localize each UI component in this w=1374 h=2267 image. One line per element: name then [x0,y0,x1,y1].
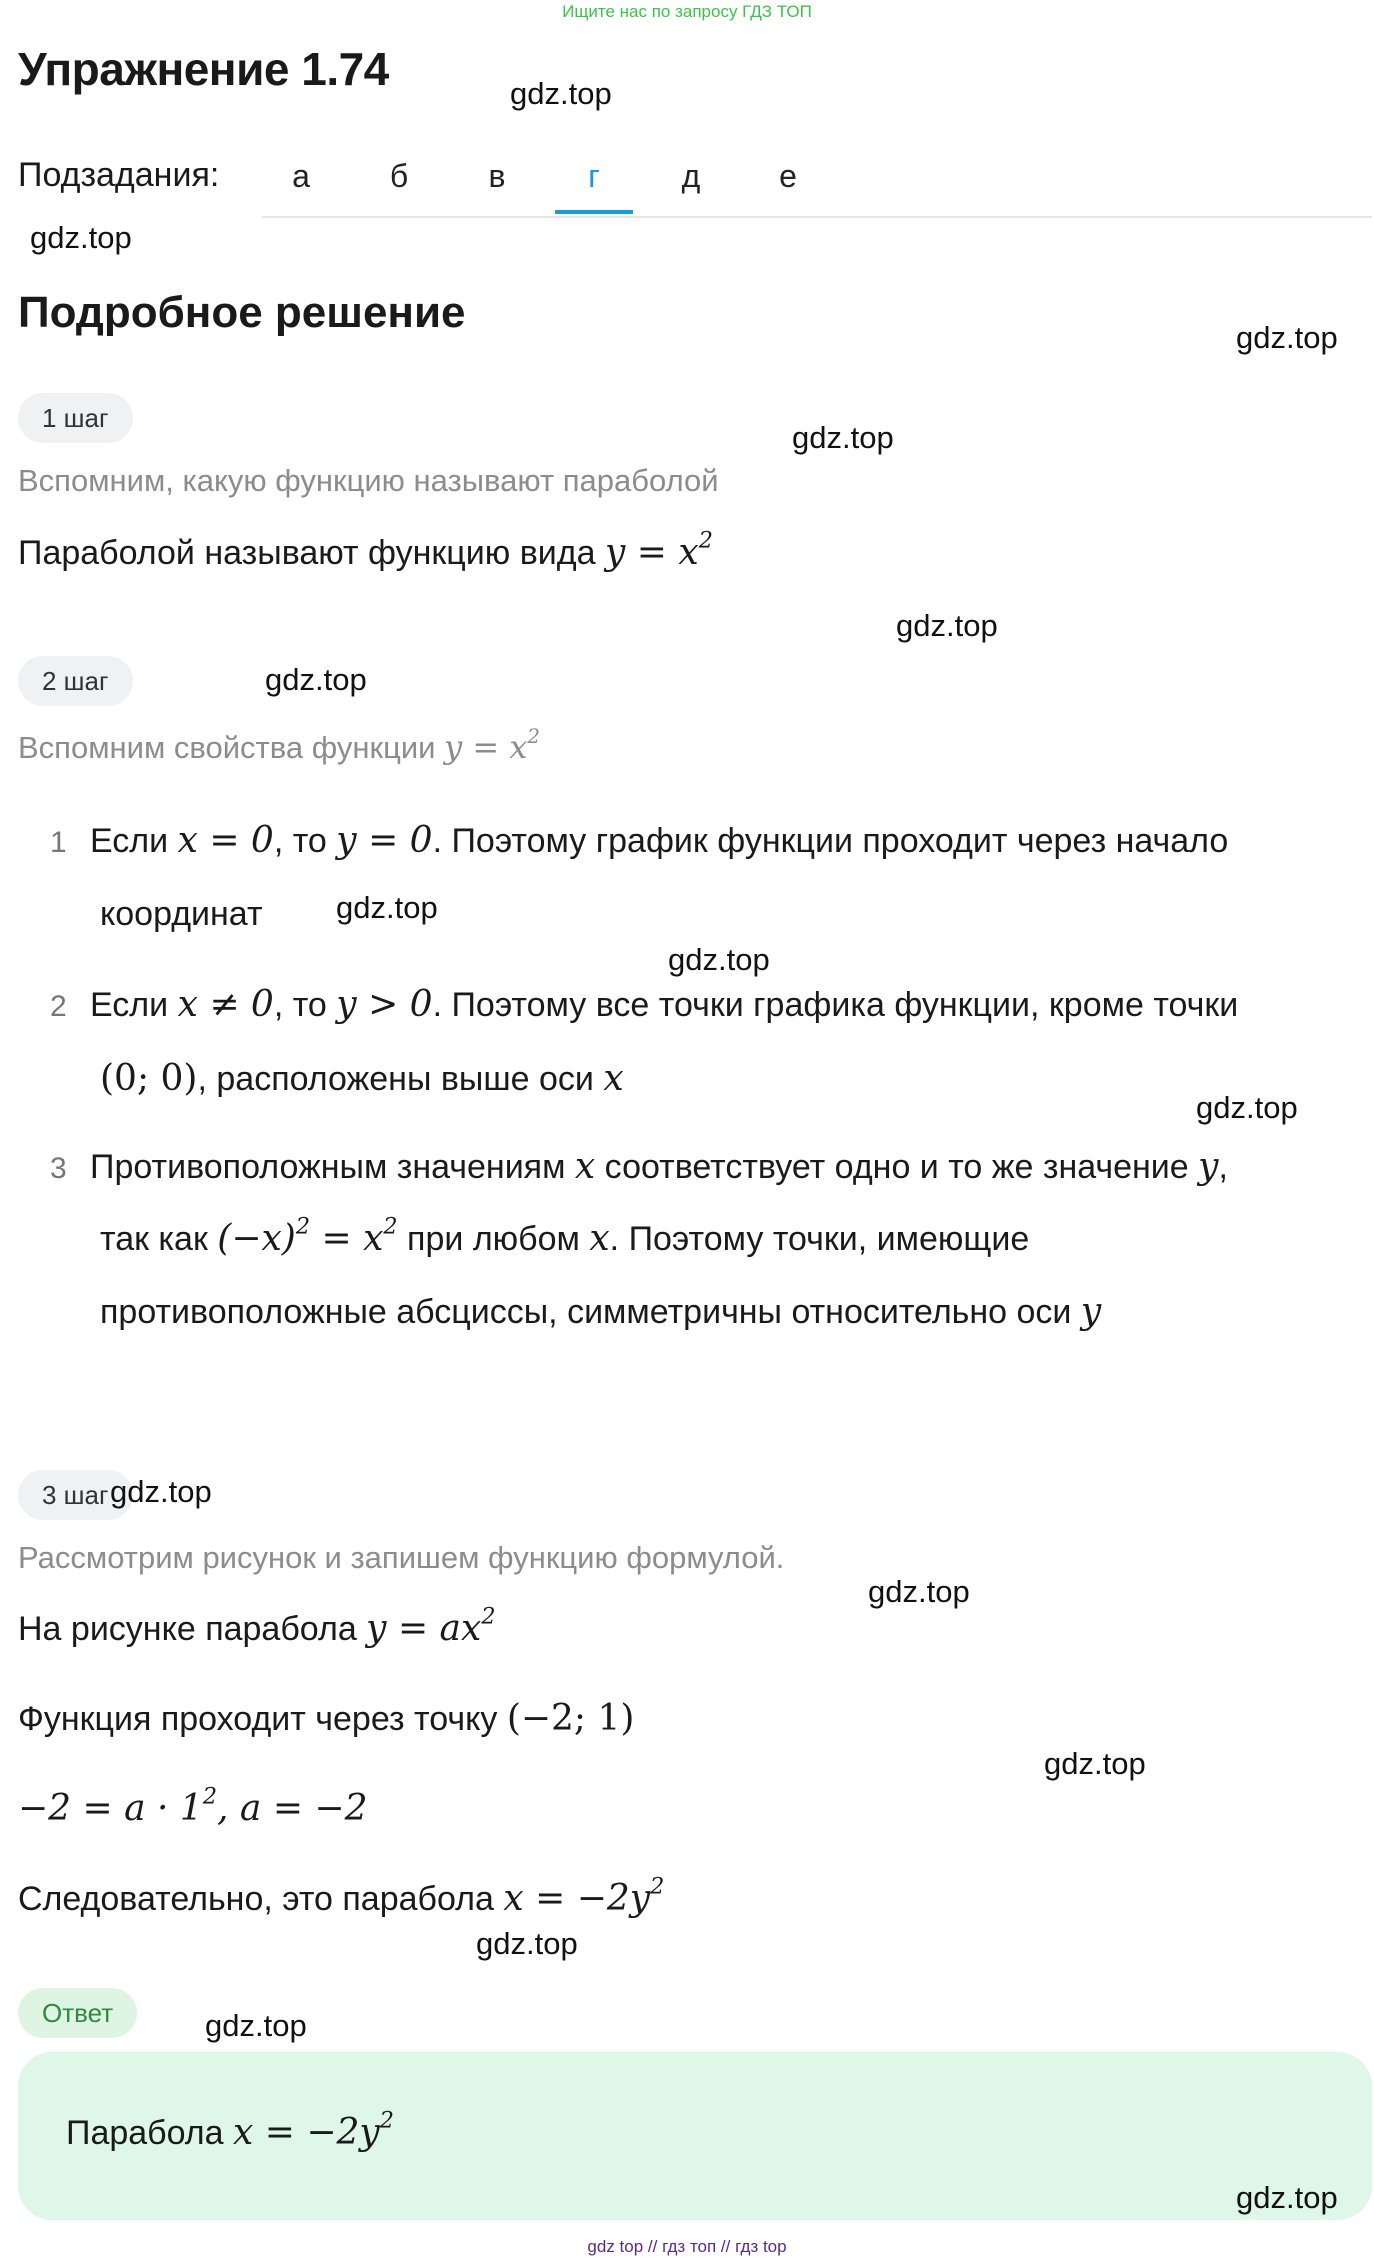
list-item-2-line-2: (0; 0), расположены выше оси x [100,1058,624,1099]
watermark: gdz.top [1236,2180,1338,2215]
step-3-hint: Рассмотрим рисунок и запишем функцию формулой. [18,1540,785,1575]
watermark: gdz.top [1044,1746,1146,1781]
watermark: gdz.top [110,1474,212,1509]
list-item-1-line-2: координат [100,895,263,933]
list-item-number: 3 [50,1152,67,1185]
step-3-line-2: Функция проходит через точку (−2; 1) [18,1698,635,1739]
tab-d[interactable]: д [681,158,701,194]
watermark: gdz.top [896,608,998,643]
watermark: gdz.top [1196,1090,1298,1125]
watermark: gdz.top [205,2008,307,2043]
watermark: gdz.top [476,1926,578,1961]
solution-heading: Подробное решение [18,288,466,337]
tab-a[interactable]: а [292,158,310,194]
subtasks-tabs [262,148,1372,218]
list-item-2-line-1: Если x ≠ 0, то y > 0. Поэтому все точки графика функции, кроме точки [90,984,1239,1025]
list-item-number: 2 [50,990,67,1023]
answer-pill: Ответ [18,1988,137,2038]
step-1-pill: 1 шаг [18,393,133,443]
list-item-3-line-2: так как $(-x)^2 = x^2$ при любом x. Поэтому точки, имеющие [100,1213,1030,1259]
step-1-hint: Вспомним, какую функцию называют параболой [18,463,719,498]
watermark: gdz.top [792,420,894,455]
step-1-text [18,527,713,573]
tab-g[interactable]: г [555,148,633,214]
tab-v[interactable]: в [488,158,506,194]
watermark: gdz.top [1236,320,1338,355]
watermark: gdz.top [30,220,132,255]
watermark: gdz.top [510,76,612,111]
list-item-3-line-1: Противоположным значениям x соответствует одно и то же значение y, [90,1146,1228,1187]
page-title: Упражнение 1.74 [18,43,389,95]
tab-e[interactable]: е [779,158,797,194]
step-1-formula: $y = x^2$ [604,527,713,573]
watermark: gdz.top [668,942,770,977]
step-2-hint-formula: $y = x^2$ [444,725,540,766]
step-2-hint: Вспомним свойства функции $y = x^2$ [18,725,540,766]
watermark: gdz.top [868,1574,970,1609]
tab-b[interactable]: б [389,158,409,194]
list-item-number: 1 [50,826,67,859]
list-item-1-line-1: Если x = 0, то y = 0. Поэтому график функции проходит через начало [90,820,1229,861]
step-3-line-4: Следовательно, это парабола $x = -2y^2$ [18,1873,665,1919]
list-item-3-line-3: противоположные абсциссы, симметричны относительно оси y [100,1291,1102,1332]
step-3-line-3: $-2 = a \cdot 1^2$, a = −2 [18,1783,368,1829]
answer-text: Парабола $x = -2y^2$ [66,2107,394,2153]
footer: gdz top // гдз топ // гдз top [587,2237,787,2256]
watermark: gdz.top [265,662,367,697]
step-1-sentence: Параболой называют функцию вида [18,534,596,572]
step-3-line-1: На рисунке парабола $y = ax^2$ [18,1603,496,1649]
step-2-pill: 2 шаг [18,656,133,706]
step-3-pill: 3 шаг [18,1470,133,1520]
subtasks-label: Подзадания: [18,156,220,194]
top-note: Ищите нас по запросу ГДЗ ТОП [562,2,812,21]
watermark: gdz.top [336,890,438,925]
